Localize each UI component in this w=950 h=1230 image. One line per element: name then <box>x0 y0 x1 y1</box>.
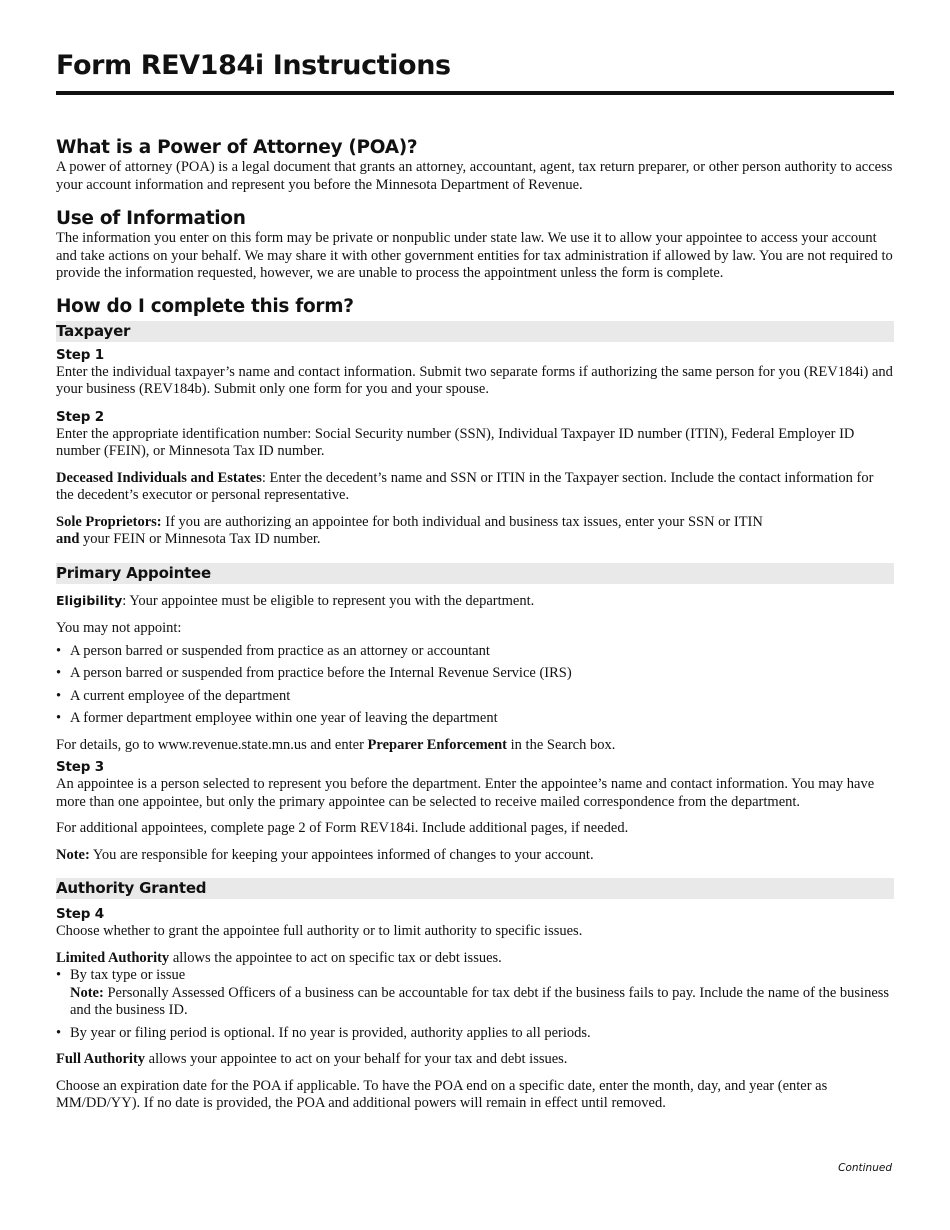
sole-body-2: your FEIN or Minnesota Tax ID number. <box>79 531 321 547</box>
section-use-heading: Use of Information <box>56 208 246 229</box>
taxpayer-band: Taxpayer <box>56 321 894 342</box>
details-pre: For details, go to www.revenue.state.mn.us and enter <box>56 736 368 753</box>
list-item: • By year or filing period is optional. If no year is provided, authority applies to all periods. <box>56 1025 894 1043</box>
limited-authority-paragraph <box>56 950 894 968</box>
section-poa-body: A power of attorney (POA) is a legal document that grants an attorney, accountant, agent, tax return preparer, or other person authority to access your account information and represent you before the Minnesota Department of Revenue. <box>56 159 893 193</box>
bullet1-text: By tax type or issue <box>70 967 186 983</box>
step4-body: Choose whether to grant the appointee full authority or to limit authority to specific issues. <box>56 923 583 939</box>
sole-proprietors-paragraph <box>56 514 894 549</box>
document-title: Form REV184i Instructions <box>56 50 451 81</box>
list-item: • A former department employee within one year of leaving the department <box>56 710 894 728</box>
section-poa-heading: What is a Power of Attorney (POA)? <box>56 137 418 158</box>
limited-authority-list <box>56 967 894 1042</box>
list-item: • A current employee of the department <box>56 688 894 706</box>
sole-and: and <box>56 531 80 547</box>
primary-appointee-band: Primary Appointee <box>56 563 894 584</box>
details-paragraph <box>56 737 894 755</box>
expiration-paragraph: Choose an expiration date for the POA if applicable. To have the POA end on a specific date, enter the month, day, and year (enter as MM/DD/YY). If no date is provided, the POA and additional powers will remain in effect until removed. <box>56 1077 828 1111</box>
step3-body: An appointee is a person selected to represent you before the department. Enter the appointee’s name and contact information. You may have more than one appointee, but only the primary appointee can be selected to receive mailed correspondence from the department. <box>56 776 875 810</box>
step2-body: Enter the appropriate identification number: Social Security number (SSN), Individual Taxpayer ID number (ITIN), Federal Employer ID number (FEIN), or Minnesota Tax ID number. <box>56 425 855 459</box>
step1-title: Step 1 <box>56 346 104 363</box>
bullet1-note-label: Note: <box>70 984 104 1001</box>
may-not-appoint: You may not appoint: <box>56 620 182 636</box>
primary-note <box>56 847 894 865</box>
full-body: allows your appointee to act on your behalf for your tax and debt issues. <box>145 1051 568 1067</box>
details-bold: Preparer Enforcement <box>367 736 508 753</box>
section-use-body: The information you enter on this form may be private or nonpublic under state law. We use it to allow your appointee to access your account and take actions on your behalf. We may share it with other government entities for tax administration if allowed by law. You are not required to provide the information requested, however, we are unable to process the appointment unless the form is complete. <box>56 230 893 281</box>
step1-body: Enter the individual taxpayer’s name and contact information. Submit two separate forms if authorizing the same person for you (REV184i) and your business (REV184b). Submit only one form for you and your spouse. <box>56 363 893 397</box>
title-rule <box>56 91 894 95</box>
step2-title: Step 2 <box>56 408 104 425</box>
full-authority-paragraph <box>56 1051 894 1069</box>
bullet1-note-body: Personally Assessed Officers of a business can be accountable for tax debt if the business fails to pay. Include the name of the business and the business ID. <box>70 984 890 1018</box>
sole-body-1: If you are authorizing an appointee for both individual and business tax issues, enter your SSN or ITIN <box>161 513 763 530</box>
eligibility-label: Eligibility <box>56 592 123 608</box>
details-post: in the Search box. <box>507 736 616 753</box>
section-how-to-complete <box>56 296 894 1113</box>
eligibility-paragraph <box>56 592 894 611</box>
sole-label: Sole Proprietors: <box>56 513 162 530</box>
full-label: Full Authority <box>56 1051 146 1067</box>
document-body <box>56 137 894 1113</box>
primary-note-label: Note: <box>56 846 90 863</box>
deceased-paragraph <box>56 470 894 505</box>
limited-label: Limited Authority <box>56 949 170 966</box>
limited-body: allows the appointee to act on specific tax or debt issues. <box>169 949 502 966</box>
deceased-label: Deceased Individuals and Estates <box>56 469 262 486</box>
continued-label: Continued <box>838 1162 892 1174</box>
list-item <box>56 967 894 1020</box>
list-item: • A person barred or suspended from practice as an attorney or accountant <box>56 643 894 661</box>
authority-granted-band: Authority Granted <box>56 878 894 899</box>
additional-appointees: For additional appointees, complete page 2 of Form REV184i. Include additional pages, if needed. <box>56 820 629 836</box>
section-poa <box>56 137 894 194</box>
section-use-of-information <box>56 208 894 283</box>
list-item: • A person barred or suspended from practice before the Internal Revenue Service (IRS) <box>56 665 894 683</box>
section-how-heading: How do I complete this form? <box>56 295 354 317</box>
step3-title: Step 3 <box>56 759 104 775</box>
eligibility-body: : Your appointee must be eligible to represent you with the department. <box>122 592 535 609</box>
step4-title: Step 4 <box>56 906 104 922</box>
primary-note-body: You are responsible for keeping your appointees informed of changes to your account. <box>89 846 594 863</box>
deceased-body: : Enter the decedent’s name and SSN or ITIN in the Taxpayer section. Include the contact information for the decedent’s executor or personal representative. <box>56 469 874 503</box>
may-not-appoint-list <box>56 643 894 728</box>
